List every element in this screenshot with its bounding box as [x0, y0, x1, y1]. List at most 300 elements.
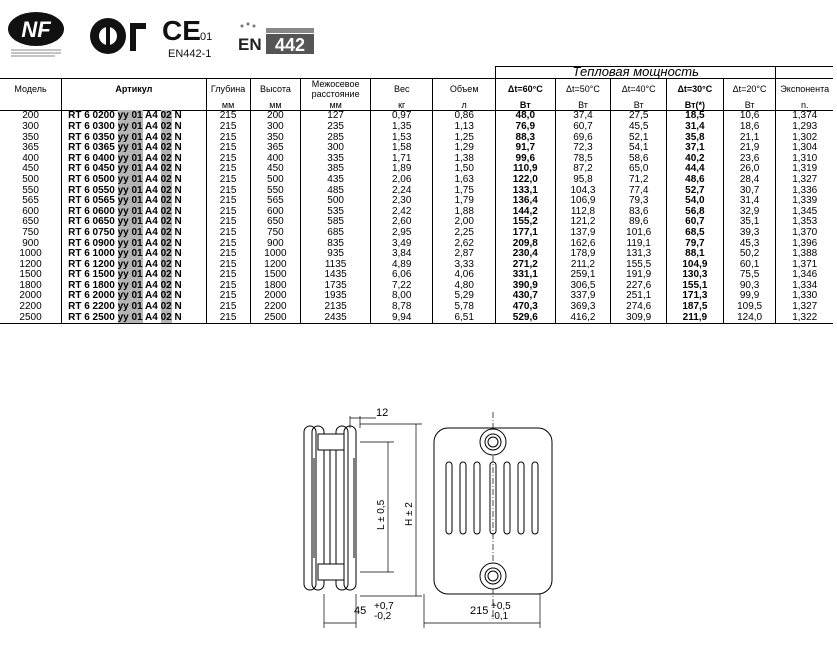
article-part: RT 6 2000	[68, 290, 115, 302]
cell-depth: 215	[206, 111, 250, 122]
cell-axis: 300	[301, 143, 371, 154]
cell-exp: 1,334	[776, 281, 833, 292]
article-part: 02	[160, 258, 172, 270]
cell-weight: 3,49	[370, 239, 432, 250]
cell-depth: 215	[206, 217, 250, 228]
cell-p20: 45,3	[723, 239, 776, 250]
cell-p40: 101,6	[611, 228, 667, 239]
cell-weight: 1,71	[370, 154, 432, 165]
cell-exp: 1,322	[776, 313, 833, 324]
cell-p30: 104,9	[667, 260, 724, 271]
cell-p40: 131,3	[611, 249, 667, 260]
cell-model: 900	[22, 237, 39, 249]
cell-p20: 21,1	[723, 133, 776, 144]
units-row	[0, 100, 833, 111]
cell-p20: 99,9	[723, 291, 776, 302]
cell-model: 600	[22, 205, 39, 217]
article-part: N	[174, 248, 182, 260]
dim-h-label: H ± 2	[404, 502, 415, 526]
cell-exp: 1,388	[776, 249, 833, 260]
table-row	[0, 122, 833, 133]
cell-p50: 211,2	[555, 260, 611, 271]
ce-standard: EN442-1	[168, 48, 212, 60]
cell-volume: 5,29	[433, 291, 496, 302]
cell-p50: 37,4	[555, 111, 611, 122]
cell-model: 300	[22, 120, 39, 132]
cell-axis: 1735	[301, 281, 371, 292]
col-header: Δt=30°C	[667, 78, 724, 100]
cell-volume: 2,00	[433, 217, 496, 228]
article-part: N	[174, 131, 182, 143]
cell-p50: 121,2	[555, 217, 611, 228]
cell-p30: 31,4	[667, 122, 724, 133]
cell-p40: 77,4	[611, 186, 667, 197]
cell-p20: 23,6	[723, 154, 776, 165]
article-part: N	[174, 216, 182, 228]
cell-volume: 2,62	[433, 239, 496, 250]
article-part: A4	[145, 163, 158, 175]
cell-depth: 215	[206, 228, 250, 239]
unit-header: л	[433, 100, 496, 111]
cell-depth: 215	[206, 122, 250, 133]
cell-p40: 45,5	[611, 122, 667, 133]
cell-axis: 935	[301, 249, 371, 260]
cell-depth: 215	[206, 270, 250, 281]
cell-model: 1800	[19, 279, 42, 291]
article-part: A4	[145, 120, 158, 132]
article-part: N	[174, 290, 182, 302]
article-part: yy 01	[117, 152, 143, 164]
unit-header	[62, 100, 207, 111]
article-part: yy 01	[117, 269, 143, 281]
cell-axis: 1135	[301, 260, 371, 271]
cell-depth: 215	[206, 291, 250, 302]
nf-logo-text: NF	[21, 17, 51, 42]
cell-p40: 54,1	[611, 143, 667, 154]
cell-height: 900	[250, 239, 301, 250]
cell-p40: 52,1	[611, 133, 667, 144]
cell-weight: 1,58	[370, 143, 432, 154]
article-part: yy 01	[117, 131, 143, 143]
cell-p20: 30,7	[723, 186, 776, 197]
article-part: N	[174, 258, 182, 270]
cell-height: 300	[250, 122, 301, 133]
article-part: yy 01	[117, 142, 143, 154]
cell-height: 1200	[250, 260, 301, 271]
article-part: N	[174, 301, 182, 313]
article-part: N	[174, 142, 182, 154]
article-part: A4	[145, 248, 158, 260]
article-part: A4	[145, 216, 158, 228]
cell-height: 200	[250, 111, 301, 122]
col-header: Δt=20°C	[723, 78, 776, 100]
cell-height: 500	[250, 175, 301, 186]
cell-exp: 1,370	[776, 228, 833, 239]
article-part: 02	[160, 279, 172, 291]
article-part: RT 6 1200	[68, 258, 115, 270]
cell-depth: 215	[206, 302, 250, 313]
col-header: Δt=60°C	[495, 78, 555, 100]
cell-p60: 470,3	[495, 302, 555, 313]
cell-volume: 1,63	[433, 175, 496, 186]
article-part: 02	[160, 216, 172, 228]
dim-depth-label: 45	[354, 605, 367, 617]
cell-axis: 685	[301, 228, 371, 239]
cell-weight: 9,94	[370, 313, 432, 324]
cell-height: 650	[250, 217, 301, 228]
header-group-row	[0, 67, 833, 79]
cell-p30: 171,3	[667, 291, 724, 302]
article-part: yy 01	[117, 248, 143, 260]
cell-axis: 1935	[301, 291, 371, 302]
article-part: N	[174, 163, 182, 175]
cell-p40: 65,0	[611, 164, 667, 175]
cell-height: 565	[250, 196, 301, 207]
unit-header: Вт	[555, 100, 611, 111]
cell-p20: 21,9	[723, 143, 776, 154]
cell-p50: 106,9	[555, 196, 611, 207]
article-part: yy 01	[117, 195, 143, 207]
cell-p20: 75,5	[723, 270, 776, 281]
cell-p20: 50,2	[723, 249, 776, 260]
cell-height: 600	[250, 207, 301, 218]
cell-volume: 1,29	[433, 143, 496, 154]
cell-depth: 215	[206, 154, 250, 165]
article-part: yy 01	[117, 311, 143, 323]
cell-model: 400	[22, 152, 39, 164]
dim-depth-plus: +0,7	[374, 601, 394, 612]
article-part: RT 6 0600	[68, 205, 115, 217]
cell-p50: 259,1	[555, 270, 611, 281]
cell-p50: 337,9	[555, 291, 611, 302]
front-slots	[446, 462, 538, 534]
cell-p40: 191,9	[611, 270, 667, 281]
article-part: A4	[145, 142, 158, 154]
cell-p40: 251,1	[611, 291, 667, 302]
col-header: Δt=50°C	[555, 78, 611, 100]
cell-p60: 76,9	[495, 122, 555, 133]
cell-p20: 31,4	[723, 196, 776, 207]
cell-exp: 1,345	[776, 207, 833, 218]
cell-p60: 209,8	[495, 239, 555, 250]
cell-p40: 71,2	[611, 175, 667, 186]
cell-axis: 435	[301, 175, 371, 186]
cell-volume: 1,38	[433, 154, 496, 165]
cell-p60: 331,1	[495, 270, 555, 281]
cell-p30: 68,5	[667, 228, 724, 239]
ce-logo-sub: 01	[200, 31, 213, 43]
cell-weight: 8,78	[370, 302, 432, 313]
article-part: A4	[145, 173, 158, 185]
specification-table	[0, 66, 833, 324]
unit-header: мм	[206, 100, 250, 111]
cell-depth: 215	[206, 133, 250, 144]
unit-header: n.	[776, 100, 833, 111]
article-part: A4	[145, 301, 158, 313]
cell-weight: 1,53	[370, 133, 432, 144]
cell-height: 550	[250, 186, 301, 197]
table-row	[0, 313, 833, 324]
article-part: RT 6 1500	[68, 269, 115, 281]
cell-p50: 72,3	[555, 143, 611, 154]
article-part: RT 6 0565	[68, 195, 115, 207]
side-view	[304, 426, 356, 590]
article-part: N	[174, 226, 182, 238]
cell-p50: 78,5	[555, 154, 611, 165]
cell-height: 400	[250, 154, 301, 165]
article-part: 02	[160, 120, 172, 132]
cell-model: 450	[22, 163, 39, 175]
cell-volume: 1,25	[433, 133, 496, 144]
cell-p60: 155,2	[495, 217, 555, 228]
cell-p60: 144,2	[495, 207, 555, 218]
cell-p20: 26,0	[723, 164, 776, 175]
cell-exp: 1,302	[776, 133, 833, 144]
en-text: EN	[238, 35, 262, 54]
article-part: N	[174, 152, 182, 164]
cell-p20: 10,6	[723, 111, 776, 122]
cell-weight: 1,89	[370, 164, 432, 175]
cell-p40: 309,9	[611, 313, 667, 324]
article-part: 02	[160, 205, 172, 217]
cell-p50: 137,9	[555, 228, 611, 239]
cell-height: 450	[250, 164, 301, 175]
cell-height: 2000	[250, 291, 301, 302]
cell-p60: 390,9	[495, 281, 555, 292]
cell-p20: 28,4	[723, 175, 776, 186]
cell-weight: 2,42	[370, 207, 432, 218]
col-header: Объем	[433, 78, 496, 100]
cell-p60: 99,6	[495, 154, 555, 165]
cell-model: 1000	[19, 248, 42, 260]
cell-exp: 1,293	[776, 122, 833, 133]
cell-depth: 215	[206, 239, 250, 250]
cell-exp: 1,346	[776, 270, 833, 281]
article-part: A4	[145, 131, 158, 143]
cell-model: 200	[22, 110, 39, 122]
cell-volume: 1,75	[433, 186, 496, 197]
article-part: N	[174, 311, 182, 323]
cell-height: 1800	[250, 281, 301, 292]
article-part: 02	[160, 269, 172, 281]
article-part: A4	[145, 269, 158, 281]
article-part: 02	[160, 311, 172, 323]
cell-model: 2500	[0, 313, 62, 324]
article-part: 02	[160, 163, 172, 175]
ce-logo-text: CE	[162, 15, 201, 46]
cell-p40: 119,1	[611, 239, 667, 250]
dim-depth-minus: -0,2	[374, 611, 392, 622]
cell-p50: 369,3	[555, 302, 611, 313]
cell-weight: 4,89	[370, 260, 432, 271]
cell-exp: 1,336	[776, 186, 833, 197]
cell-p30: 187,5	[667, 302, 724, 313]
unit-header: Вт(*)	[667, 100, 724, 111]
article-part: A4	[145, 184, 158, 196]
cell-volume: 4,06	[433, 270, 496, 281]
unit-header: Вт	[495, 100, 555, 111]
article-part: N	[174, 184, 182, 196]
col-header: Высота	[250, 78, 301, 100]
header-row	[0, 78, 833, 100]
article-part: A4	[145, 205, 158, 217]
en-number: 442	[274, 35, 306, 55]
nf-logo	[5, 10, 67, 58]
cell-depth: 215	[206, 164, 250, 175]
cell-exp: 1,304	[776, 143, 833, 154]
cell-weight: 0,97	[370, 111, 432, 122]
article-part: N	[174, 173, 182, 185]
table-row	[0, 228, 833, 239]
article-part: RT 6 0450	[68, 163, 115, 175]
cell-p20: 18,6	[723, 122, 776, 133]
cell-weight: 2,95	[370, 228, 432, 239]
cell-p60: 122,0	[495, 175, 555, 186]
article-part: 02	[160, 195, 172, 207]
cell-depth: 215	[206, 249, 250, 260]
col-header: Глубина	[206, 78, 250, 100]
cell-p20: 124,0	[723, 313, 776, 324]
cell-volume: 1,79	[433, 196, 496, 207]
top-connection	[480, 429, 506, 455]
cell-p20: 90,3	[723, 281, 776, 292]
cell-axis: 285	[301, 133, 371, 144]
cell-axis: 1435	[301, 270, 371, 281]
cell-height: 365	[250, 143, 301, 154]
dim-top-label: 12	[376, 407, 389, 419]
article-part: RT 6 0365	[68, 142, 115, 154]
cell-height: 1000	[250, 249, 301, 260]
article-part: 02	[160, 301, 172, 313]
article-part: RT 6 0500	[68, 173, 115, 185]
cell-volume: 5,78	[433, 302, 496, 313]
dim-width-minus: -0,1	[491, 611, 509, 622]
article-part: N	[174, 237, 182, 249]
cell-p60: 91,7	[495, 143, 555, 154]
unit-header: мм	[301, 100, 371, 111]
article-part: yy 01	[117, 290, 143, 302]
article-part: A4	[145, 237, 158, 249]
article-part: RT 6 2500	[68, 311, 115, 323]
gost-logo	[88, 15, 148, 57]
article-part: A4	[145, 152, 158, 164]
cell-p60: 430,7	[495, 291, 555, 302]
cell-depth: 215	[206, 196, 250, 207]
cell-p50: 162,6	[555, 239, 611, 250]
cell-weight: 3,84	[370, 249, 432, 260]
col-header: Вес	[370, 78, 432, 100]
cell-depth: 215	[206, 260, 250, 271]
article-part: 02	[160, 290, 172, 302]
cell-p50: 60,7	[555, 122, 611, 133]
table-row	[0, 175, 833, 186]
cell-p30: 18,5	[667, 111, 724, 122]
article-part: yy 01	[117, 226, 143, 238]
cell-p60: 110,9	[495, 164, 555, 175]
cell-weight: 2,30	[370, 196, 432, 207]
cell-height: 750	[250, 228, 301, 239]
cell-model: 550	[22, 184, 39, 196]
cell-p40: 58,6	[611, 154, 667, 165]
col-header: Модель	[0, 78, 62, 100]
cell-axis: 2435	[301, 313, 371, 324]
article-part: RT 6 2200	[68, 301, 115, 313]
cell-p30: 155,1	[667, 281, 724, 292]
article-part: 02	[160, 152, 172, 164]
cell-p60: 271,2	[495, 260, 555, 271]
cell-p30: 211,9	[667, 313, 724, 324]
cell-axis: 127	[301, 111, 371, 122]
article-part: yy 01	[117, 279, 143, 291]
cell-p50: 306,5	[555, 281, 611, 292]
cell-depth: 215	[206, 207, 250, 218]
cell-depth: 215	[206, 281, 250, 292]
cell-height: 2500	[250, 313, 301, 324]
unit-header: Вт	[611, 100, 667, 111]
ce-logo	[160, 12, 220, 60]
cell-depth: 215	[206, 175, 250, 186]
article-part: A4	[145, 258, 158, 270]
article-part: 02	[160, 248, 172, 260]
article-part: RT 6 0900	[68, 237, 115, 249]
cell-p50: 69,6	[555, 133, 611, 144]
cell-p20: 60,1	[723, 260, 776, 271]
article-part: RT 6 0550	[68, 184, 115, 196]
cell-p60: 529,6	[495, 313, 555, 324]
cell-p30: 40,2	[667, 154, 724, 165]
article-part: 02	[160, 237, 172, 249]
cell-depth: 215	[206, 186, 250, 197]
cell-p60: 48,0	[495, 111, 555, 122]
cell-exp: 1,310	[776, 154, 833, 165]
article-part: N	[174, 120, 182, 132]
cell-p30: 79,7	[667, 239, 724, 250]
cell-p30: 52,7	[667, 186, 724, 197]
unit-header: мм	[250, 100, 301, 111]
col-header: Экспонента	[776, 78, 833, 100]
article-part: yy 01	[117, 237, 143, 249]
unit-header: кг	[370, 100, 432, 111]
cell-model: 650	[22, 216, 39, 228]
cell-p30: 130,3	[667, 270, 724, 281]
cell-weight: 2,60	[370, 217, 432, 228]
cell-p30: 56,8	[667, 207, 724, 218]
cell-model: 350	[22, 131, 39, 143]
cell-exp: 1,330	[776, 291, 833, 302]
cell-p30: 54,0	[667, 196, 724, 207]
article-part: RT 6 0650	[68, 216, 115, 228]
cell-volume: 0,86	[433, 111, 496, 122]
cell-volume: 2,25	[433, 228, 496, 239]
article-part: RT 6 0350	[68, 131, 115, 143]
article-code	[62, 313, 207, 324]
cell-p60: 136,4	[495, 196, 555, 207]
front-view	[434, 412, 552, 620]
cell-axis: 835	[301, 239, 371, 250]
cell-weight: 8,00	[370, 291, 432, 302]
article-part: yy 01	[117, 163, 143, 175]
cell-p50: 178,9	[555, 249, 611, 260]
cell-model: 2000	[19, 290, 42, 302]
col-header: Δt=40°C	[611, 78, 667, 100]
cell-height: 2200	[250, 302, 301, 313]
article-part: A4	[145, 110, 158, 122]
unit-header	[0, 100, 62, 111]
cell-model: 1200	[19, 258, 42, 270]
article-part: A4	[145, 226, 158, 238]
radiator-drawing	[290, 398, 570, 638]
article-part: A4	[145, 290, 158, 302]
